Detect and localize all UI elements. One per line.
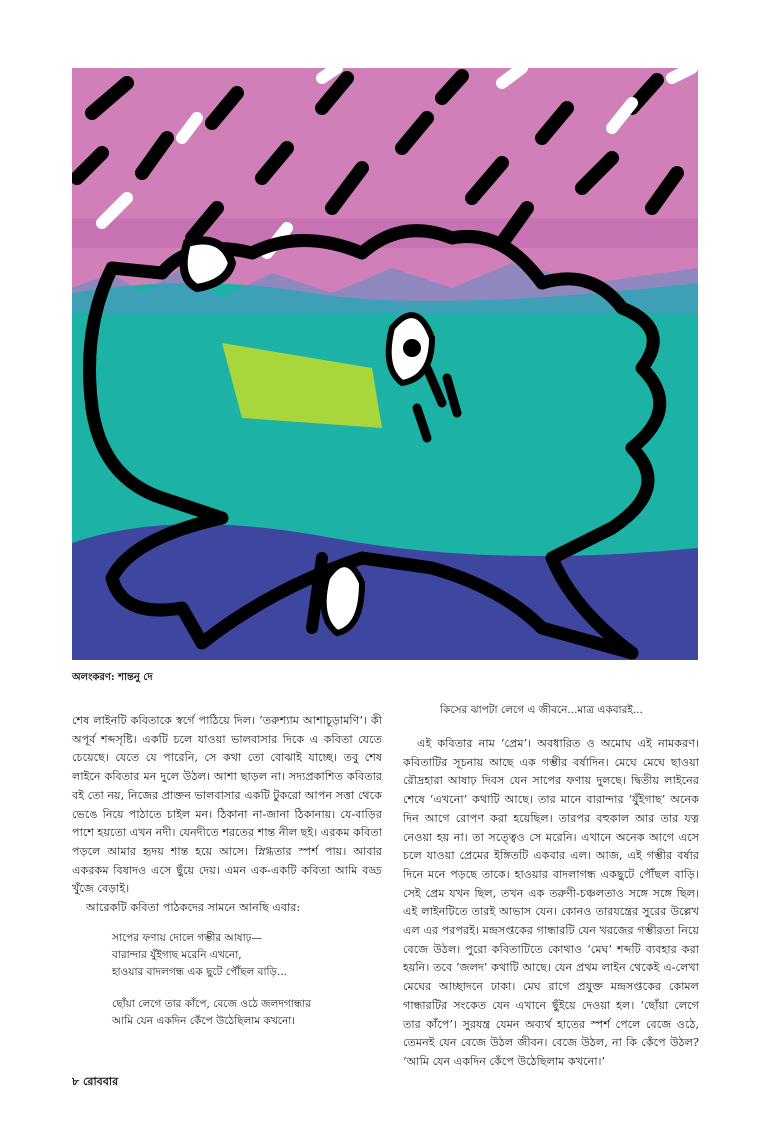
abstract-face-artwork (72, 68, 698, 660)
page-folio: ৮ রোববার (72, 1075, 119, 1088)
illustration (72, 68, 698, 660)
poem (112, 930, 382, 1030)
left-column (72, 712, 382, 1044)
lower-eye (324, 564, 362, 633)
poem-line: ছোঁয়া লেগে তার কাঁপে, বেজে ওঠে জলদগান্ধার (112, 997, 311, 1010)
right-paragraph-1: এই কবিতার নাম ‘প্রেম’। অবধারিত ও অমোঘ এই নামকরণ। কবিতাটির সূচনায় আছে এক গম্ভীর বর্ষাদিন। মেঘে মেঘে ছাওয়া রৌদ্রহারা আষাঢ় দিবস যেন সাপের ফণায় দুলছে। দ্বিতীয় লাইনের শেষে ‘এখনো’ কথাটি আছে। তার মানে বারান্দার ‘যুঁইগাছ’ অনেক দিন আগে রোপণ করা হয়েছিল। তারপর বহুকাল আর তার যত্ন নেওয়া হয় না। তা সত্ত্বেও সে মরেনি। এখানে অনেক আগে এসে চলে যাওয়া প্রেমের ইঙ্গিতটি একবার এল। আজ, এই গম্ভীর বর্ষার দিনে মনে পড়ছে তাকে। হাওয়ার বাদলাগন্ধ একছুটে পৌঁছল বাড়ি। সেই প্রেম যখন ছিল, তখন এক তরুণী-চঞ্চলতাও সঙ্গে সঙ্গে ছিল। এই লাইনটিতে তারই আভাস যেন। কোনও তারযন্ত্রের সুরের উল্লেখ এল এর পরপরই। মন্দ্রসপ্তকের গান্ধারটি যেন খরজের গম্ভীরতা নিয়ে বেজে উঠল। পুরো কবিতাটিতে কোথাও ‘মেঘ’ শব্দটি ব্যবহার করা হয়নি। তবে ‘জলদ’ কথাটি আছে। যেন প্রথম লাইন থেকেই এ-লেখা মেঘের আচ্ছাদনে ঢাকা। মেঘ রাগে প্রযুক্ত মন্দ্রসপ্তকের কোমল গান্ধারটির সংকেত যেন এখানে ছুঁইয়ে দেওয়া হল। ‘ছোঁয়া লেগে তার কাঁপে’। সুরযন্ত্র যেমন অব্যর্থ হাতের স্পর্শ পেলে বেজে ওঠে, তেমনই যেন বেজে উঠল জীবন। বেজে উঠল, না কি কেঁপে উঠল? ‘আমি যেন একদিন কেঁপে উঠেছিলাম কখনো।’ (403, 737, 699, 1068)
nose (184, 241, 232, 289)
teal-band (72, 283, 698, 556)
left-paragraph-2: আরেকটি কবিতা পাঠকদের সামনে আনছি এবার: (86, 901, 301, 915)
illustration-caption: অলংকরণ: শান্তনু দে (72, 672, 153, 683)
poem-line: সাপের ফণায় দোলে গম্ভীর আষাঢ়— (112, 931, 262, 944)
poem-line: হাওয়ার বাদলগন্ধ এক ছুটে পৌঁছল বাড়ি... (112, 966, 288, 979)
left-paragraph-1: শেষ লাইনটি কবিতাকে স্বর্গে পাঠিয়ে দিল। ‘তরুশ্যাম আশাচূড়ামণি’। কী অপূর্ব শব্দসৃষ্টি। একটি চলে যাওয়া ভালবাসার দিকে এ কবিতা যেতে চেয়েছে। যেতে যে পারেনি, সে কথা তো বোঝাই যাচ্ছে। তবু শেষ লাইনে কবিতার মন দুলে উঠল। আশা ছাড়ল না। সদ্যপ্রকাশিত কবিতার বই তো নয়, নিজের প্রাক্তন ভালবাসার একটি টুকরো আপন সত্তা থেকে ভেঙে নিয়ে পাঠাতে চাইল মন। ঠিকানা না-জানা ঠিকানায়। যে-বাড়ির পাশে হয়তো এখন নদী। যেনদীতে শরতের শান্ত নীল ছই। এরকম কবিতা পড়লে আমার হৃদয় শান্ত হয়ে আসে। স্নিগ্ধতার স্পর্শ পায়। আবার একরকম বিষাদও এসে ছুঁয়ে দেয়। এমন এক-একটি কবিতা আমি বড্ড খুঁজে বেড়াই। (72, 714, 382, 896)
right-column (403, 735, 699, 1072)
poem-stanza (112, 996, 382, 1031)
pull-quote: কিসের ঝাপটা লেগে এ জীবনে...মাত্র একবারই... (440, 704, 643, 716)
poem-line: বারান্দার যুঁইগাছ মরেনি এখনো, (112, 949, 242, 962)
poem-stanza (112, 930, 382, 982)
poem-line: আমি যেন একদিন কেঁপে উঠেছিলাম কখনো। (112, 1014, 296, 1027)
